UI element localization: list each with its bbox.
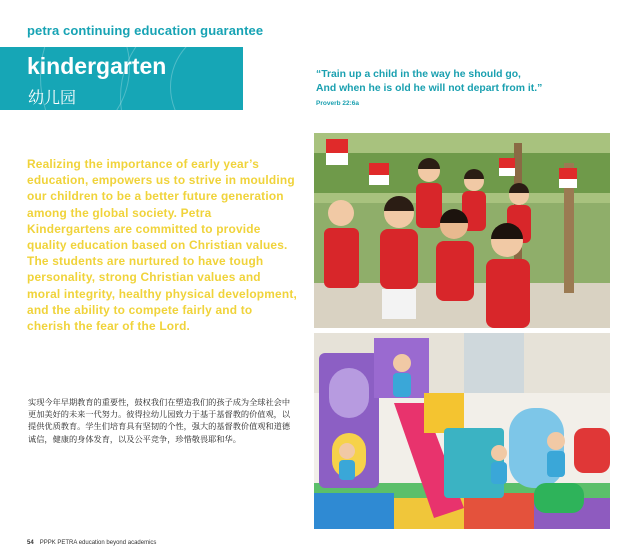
children-with-flags-photo [314,133,610,328]
page-number: 54 [27,540,34,546]
section-title: petra continuing education guarantee [27,23,264,38]
kindergarten-banner [0,47,243,110]
chinese-body-text: 实现今年早期教育的重要性，鼓权我们在塑造我们的孩子成为全球社会中更加美好的未来一代努力。彼得拉幼儿园致力于基于基督教的价值观，以提供优质教育。学生们培育具有坚韧的个性，强大的基督教价值观和道德诚信，健康的身体发育，以及公平竞争，珍惜敬畏耶和华。 [28,397,291,444]
banner-title-chinese: 幼儿园 [28,88,77,107]
footer-text: PPPK PETRA education beyond academics [39,540,157,546]
bible-quote [316,68,616,96]
quote-line-1: “Train up a child in the way he should go, [316,69,521,80]
page-footer [27,540,156,546]
english-body-text: Realizing the importance of early year’s education, empowers us to strive in moulding our children to be a better future generation among the global society. Petra Kindergartens are committed to provide quality education based on Christian values. The students are nurtured to have tough personality, strong Christian values and moral integrity, healthy physical development, and the ability to compete fairly and to cherish the fear of the Lord. [27,157,297,334]
quote-reference: Proverb 22:6a [316,100,359,107]
quote-line-2: And when he is old he will not depart from it.” [316,83,543,94]
banner-title-english: kindergarten [27,53,167,79]
children-on-playground-photo [314,333,610,529]
